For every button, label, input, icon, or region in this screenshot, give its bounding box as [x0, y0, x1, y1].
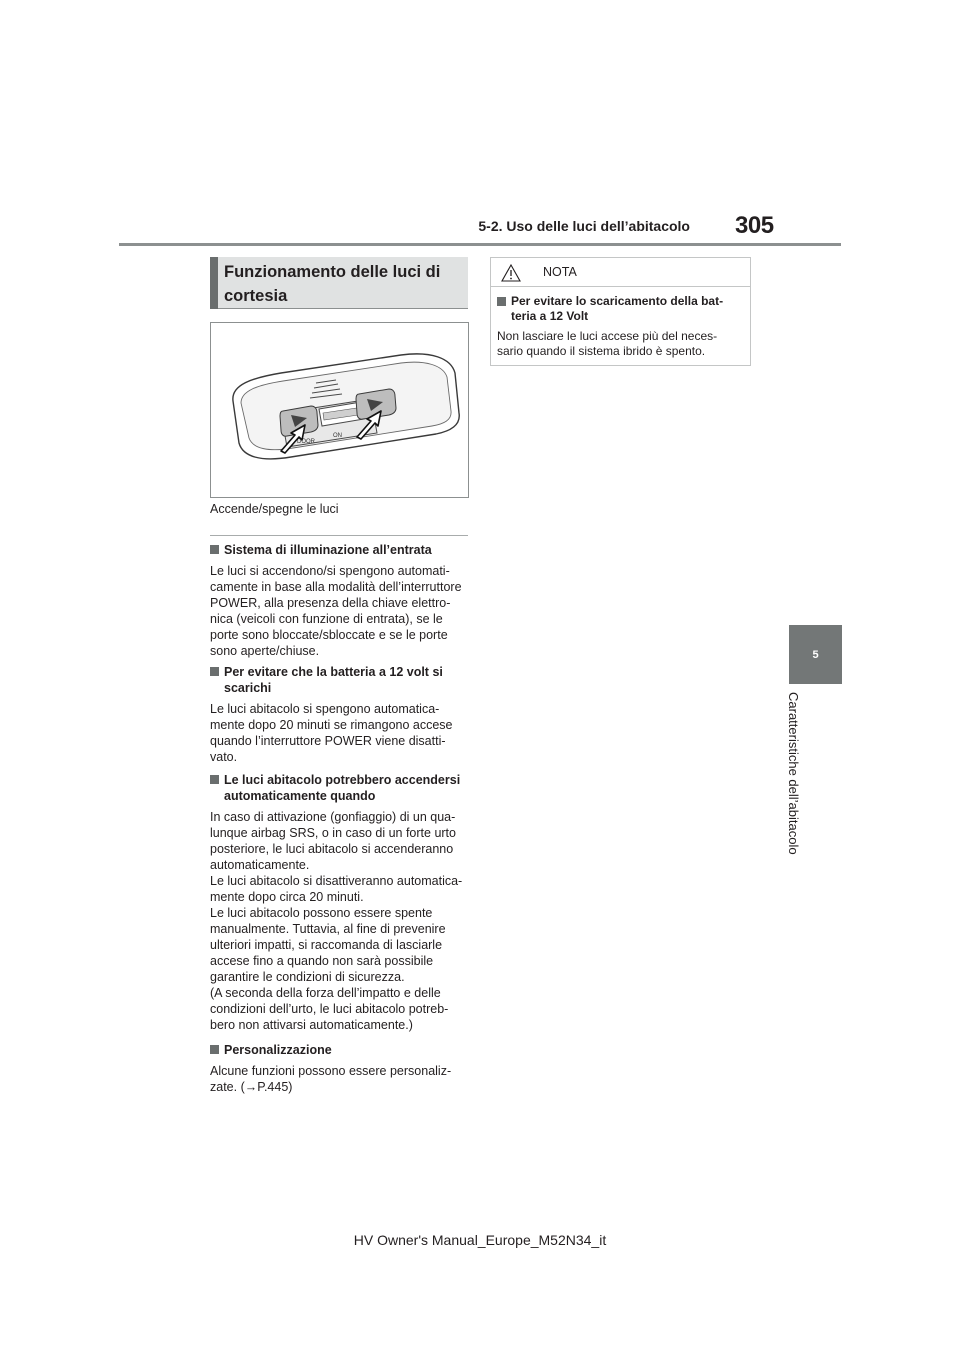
bullet-square-icon	[210, 775, 219, 784]
topic-auto-on	[210, 772, 470, 1033]
nota-subtitle: Per evitare lo scaricamento della bat- teria a 12 Volt	[497, 294, 761, 324]
bullet-square-icon	[210, 545, 219, 554]
caption-divider	[210, 535, 468, 536]
chapter-side-label	[782, 692, 804, 867]
topic-body: Alcune funzioni possono essere personaliz- zate. (→P.445)	[210, 1063, 470, 1095]
on-label: ON	[333, 433, 342, 439]
bullet-square-icon	[210, 667, 219, 676]
heading-text: Funzionamento delle luci di cortesia	[224, 263, 441, 305]
nota-header	[491, 258, 750, 287]
courtesy-light-illustration	[210, 322, 469, 498]
figure-caption: Accende/spegne le luci	[210, 502, 339, 516]
topic-entry-lighting	[210, 542, 470, 659]
topic-title: Per evitare che la batteria a 12 volt si scarichi	[210, 664, 464, 696]
footer-text: HV Owner's Manual_Europe_M52N34_it	[353, 1232, 607, 1248]
topic-title: Personalizzazione	[210, 1042, 470, 1058]
page-number: 305	[735, 212, 774, 239]
bullet-square-icon	[497, 297, 506, 306]
overhead-console-drawing	[211, 323, 468, 497]
topic-body: Le luci si accendono/si spengono automati- camente in base alla modalità dell’interruttore POWER, alla presenza della chiave elettro- nica (veicoli con funzione di entrata), se le porte sono bloccate/sbloccate e se le porte sono aperte/chiuse.	[210, 564, 462, 658]
topic-customization	[210, 1042, 470, 1095]
topic-body: Le luci abitacolo si spengono automatica- mente dopo 20 minuti se rimangono accese quando l’interruttore POWER viene disatti- vato.	[210, 702, 453, 764]
chapter-title: Caratteristiche dell’abitacolo	[786, 692, 801, 855]
topic-title: Le luci abitacolo potrebbero accendersi automaticamente quando	[210, 772, 474, 804]
bullet-square-icon	[210, 1045, 219, 1054]
section-heading	[210, 257, 468, 309]
warning-triangle-icon	[501, 264, 521, 282]
chapter-tab	[789, 625, 842, 684]
topic-title: Sistema di illuminazione all’entrata	[210, 542, 470, 558]
header-rule	[119, 243, 841, 246]
section-title: 5-2. Uso delle luci dell’abitacolo	[478, 218, 690, 234]
door-label: DOOR	[297, 439, 315, 445]
heading-accent-bar	[210, 257, 218, 309]
topic-battery-discharge	[210, 664, 470, 765]
nota-body: Non lasciare le luci accese più del neces- sario quando il sistema ibrido è spento.	[497, 329, 718, 358]
page-reference-link[interactable]: zate. (→P.445)	[210, 1080, 293, 1094]
chapter-number: 5	[812, 648, 819, 661]
nota-label: NOTA	[543, 265, 577, 279]
topic-body: In caso di attivazione (gonfiaggio) di un qua- lunque airbag SRS, o in caso di un forte urto posteriore, le luci abitacolo si accenderanno automaticamente. Le luci abitacolo si disattiveranno automatica- mente dopo circa 20 minuti. Le luci abitacolo possono essere spente manualmente. Tuttavia, al fine di prevenire ulteriori impatti, si raccomanda di lasciarle accese fino a quando non sarà possibile garantire le condizioni di sicurezza. (A seconda della forza dell’impatto e delle condizioni dell’urto, le luci abitacolo potreb- bero non attivarsi automaticamente.)	[210, 810, 463, 1032]
nota-box	[490, 257, 751, 366]
